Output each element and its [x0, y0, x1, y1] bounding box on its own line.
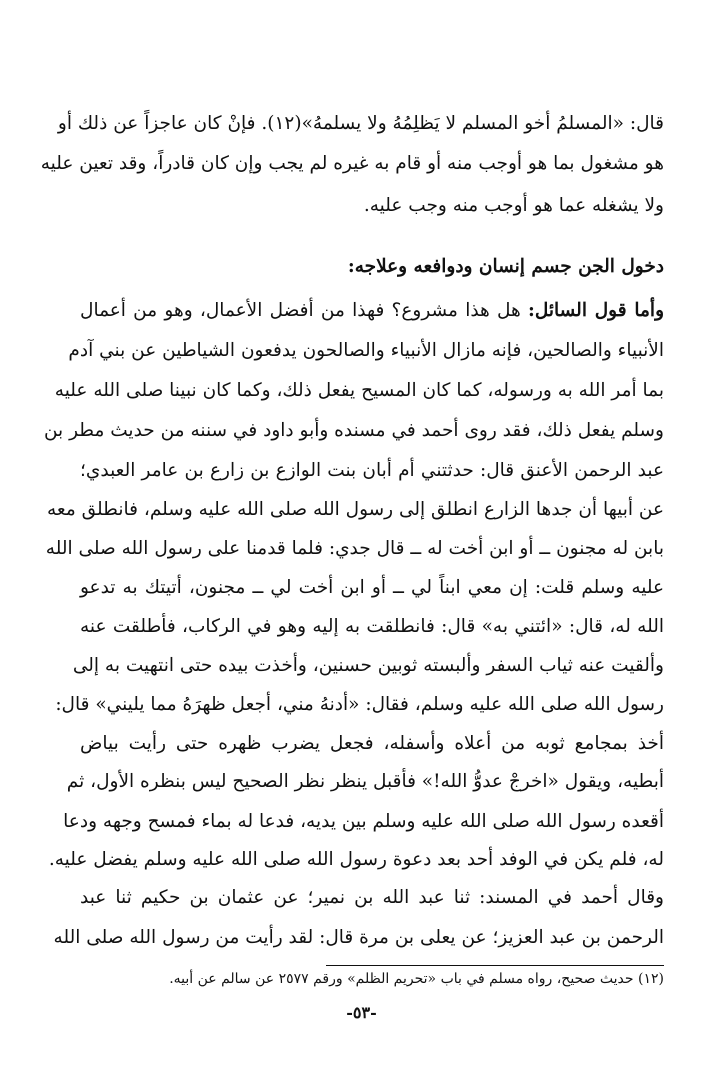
text-line: وألقيت عنه ثياب السفر وألبسته ثوبين حسنين، وأخذت بيده حتى انتهيت به إلى	[72, 655, 664, 676]
text-line: هو مشغول بما هو أوجب منه أو قام به غيره لم يجب وإن كان قادراً، وقد تعين عليه	[40, 153, 664, 174]
lead-phrase: وأما قول السائل:	[528, 300, 665, 321]
text-line: عليه وسلم قلت: إن معي ابناً لي ــ أو ابن أخت لي ــ مجنون، أتيتك به تدعو	[80, 577, 664, 598]
section-heading: دخول الجن جسم إنسان ودوافعه وعلاجه:	[347, 256, 664, 277]
text-line: له، فلم يكن في الوفد أحد بعد دعوة رسول الله صلى الله عليه وسلم يفضل عليه.	[48, 849, 664, 870]
line-rest: هل هذا مشروع؟ فهذا من أفضل الأعمال، وهو من أعمال	[80, 300, 529, 321]
text-line: أخذ بمجامع ثوبه من أعلاه وأسفله، فجعل يضرب ظهره حتى رأيت بياض	[80, 733, 664, 754]
text-line: الله له، قال: «ائتني به» قال: فانطلقت به إليه وهو في الركاب، فأطلقت عنه	[80, 616, 664, 637]
text-line: رسول الله صلى الله عليه وسلم، فقال: «أدنهُ مني، أجعل ظهرَهُ مما يليني» قال:	[55, 694, 664, 715]
text-line: أبطيه، ويقول «اخرجْ عدوُّ الله!» فأقبل ينظر نظر الصحيح ليس بنظره الأول، ثم	[66, 771, 664, 792]
footnote: (١٢) حديث صحيح، رواه مسلم في باب «تحريم الظلم» ورقم ٢٥٧٧ عن سالم عن أبيه.	[169, 971, 664, 987]
text-line: ولا يشغله عما هو أوجب منه وجب عليه.	[363, 195, 664, 216]
text-line	[80, 293, 664, 329]
text-line: قال: «المسلمُ أخو المسلم لا يَظلِمُهُ ولا يسلمهُ»(١٢). فإنْ كان عاجزاً عن ذلك أو	[57, 113, 664, 134]
text-line: وسلم يفعل ذلك، فقد روى أحمد في مسنده وأبو داود في سننه من حديث مطر بن	[43, 420, 664, 441]
text-line: الأنبياء والصالحين، فإنه مازال الأنبياء والصالحون يدفعون الشياطين عن بني آدم	[68, 340, 664, 361]
page-number: -٥٣-	[346, 1003, 377, 1022]
footnote-rule	[326, 965, 664, 966]
text-line: أقعده رسول الله صلى الله عليه وسلم بين يديه، فدعا له بماء فمسح وجهه ودعا	[63, 811, 664, 832]
text-line: بما أمر الله به ورسوله، كما كان المسيح يفعل ذلك، وكما كان نبينا صلى الله عليه	[54, 380, 664, 401]
text-line: الرحمن بن عبد العزيز؛ عن يعلى بن مرة قال: لقد رأيت من رسول الله صلى الله	[53, 927, 664, 948]
text-line: بابن له مجنون ــ أو ابن أخت له ــ قال جدي: فلما قدمنا على رسول الله صلى الله	[45, 538, 664, 559]
text-line: عبد الرحمن الأعنق قال: حدثتني أم أبان بنت الوازع بن زارع بن عامر العبدي؛	[80, 460, 664, 481]
text-line: وقال أحمد في المسند: ثنا عبد الله بن نمير؛ عن عثمان بن حكيم ثنا عبد	[80, 887, 664, 908]
text-line: عن أبيها أن جدها الزارع انطلق إلى رسول الله صلى الله عليه وسلم، فانطلق معه	[46, 499, 664, 520]
